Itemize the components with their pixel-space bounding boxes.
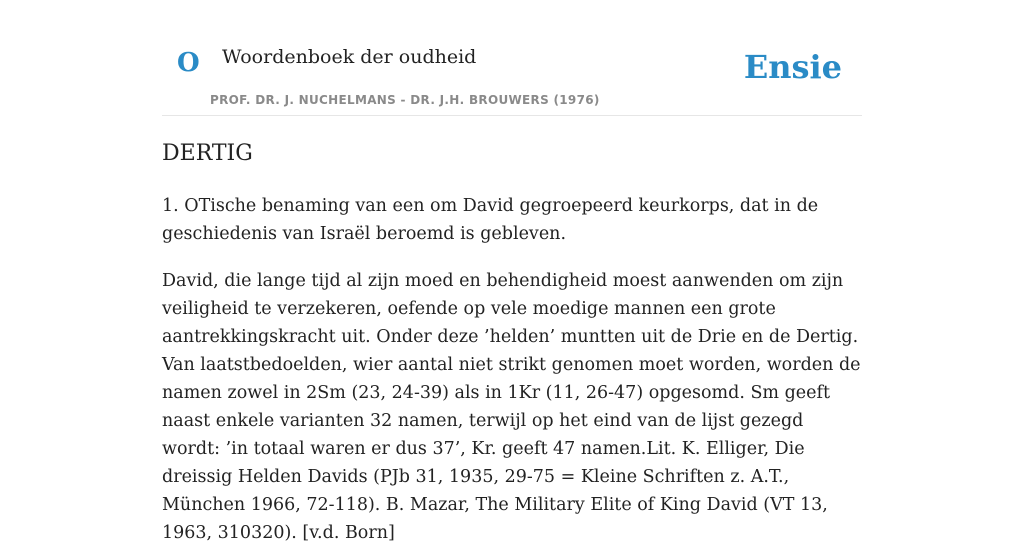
- ensie-logo-link[interactable]: Ensie: [743, 48, 842, 86]
- entry-paragraph-2: David, die lange tijd al zijn moed en behendigheid moest aanwenden om zijn veiligheid te verzekeren, oefende op vele moedige mannen een grote aantrekkingskracht uit. Onder deze ’helden’ muntten uit de Drie en de Dertig. Van laatstbedoelden, wier aantal niet strikt genomen moet worden, worden de namen zowel in 2Sm (23, 24-39) als in 1Kr (11, 26-47) opgesomd. Sm geeft naast enkele varianten 32 namen, terwijl op het eind van de lijst gezegd wordt: ’in totaal waren er dus 37’, Kr. geeft 47 namen.Lit. K. Elliger, Die dreissig Helden Davids (PJb 31, 1935, 29-75 = Kleine Schriften z. A.T., München 1966, 72-118). B. Mazar, The Military Elite of King David (VT 13, 1963, 310320). [v.d. Born]: [162, 271, 861, 543]
- content-container: [162, 0, 862, 543]
- entry-paragraph-1: 1. OTische benaming van een om David gegroepeerd keurkorps, dat in de geschiedenis van Israël beroemd is gebleven.: [162, 196, 819, 244]
- book-title[interactable]: Woordenboek der oudheid: [222, 46, 477, 68]
- header: [162, 0, 862, 116]
- entry-title: DERTIG: [162, 141, 253, 166]
- book-authors: PROF. DR. J. NUCHELMANS - DR. J.H. BROUWERS (1976): [210, 93, 600, 107]
- book-logo-letter: O: [177, 48, 200, 78]
